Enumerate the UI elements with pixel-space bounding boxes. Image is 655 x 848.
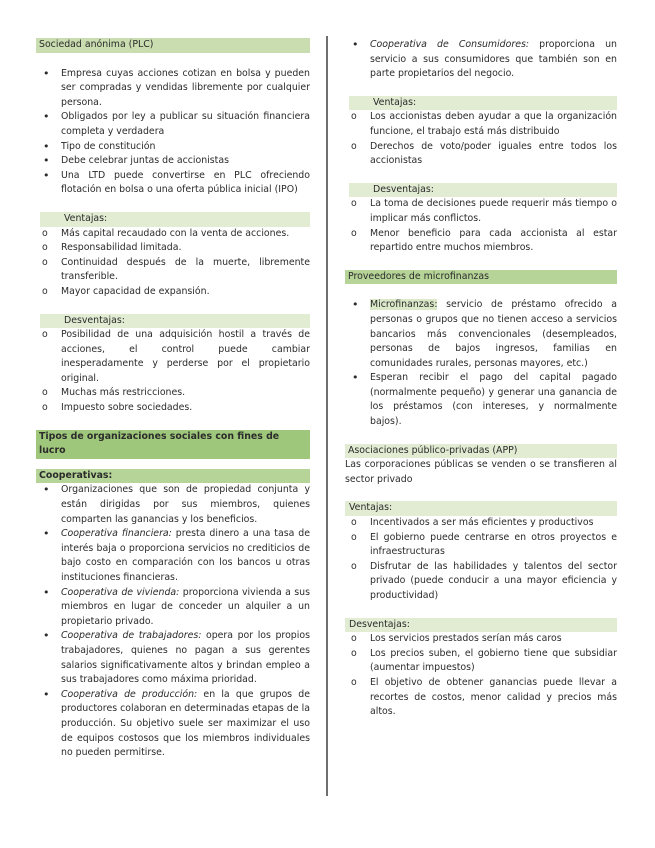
list-item: o Los servicios prestados serían más caros <box>345 632 617 647</box>
list-item: o El gobierno puede centrarse en otros proyectos e infraestructuras <box>345 531 617 560</box>
list-item: o Los accionistas deben ayudar a que la organización funcione, el trabajo está más distribuido <box>345 110 617 139</box>
plc-list <box>36 67 310 198</box>
consumer-coop-list <box>345 38 617 82</box>
right-column <box>345 38 617 720</box>
cooperativas-heading: Cooperativas: <box>36 469 310 484</box>
left-column <box>36 38 310 761</box>
social-org-heading: Tipos de organizaciones sociales con fines de lucro <box>36 430 310 459</box>
list-item: o Derechos de voto/poder iguales entre todos los accionistas <box>345 140 617 169</box>
term: Cooperativa de Consumidores: <box>370 39 530 50</box>
coop-ventajas-list <box>345 110 617 168</box>
term: Cooperativa de producción: <box>61 688 198 700</box>
app-description: Las corporaciones públicas se venden o se transfieren al sector privado <box>345 459 617 485</box>
list-item: o Impuesto sobre sociedades. <box>36 401 310 416</box>
list-item: • Cooperativa de producción: en la que grupos de productores colaboran en determinadas etapas de la producción. Su objetivo suele ser maximizar el uso de equipos costosos que los miembros individuales no pueden permitirse. <box>36 688 310 761</box>
term: Cooperativa financiera: <box>61 528 172 540</box>
cooperativas-list <box>36 483 310 760</box>
list-item: • Empresa cuyas acciones cotizan en bolsa y pueden ser compradas y vendidas libremente por cualquier persona. <box>36 67 310 111</box>
app-heading: Asociaciones público-privadas (APP) <box>345 444 617 459</box>
coop-ventajas-heading: Ventajas: <box>349 96 617 111</box>
list-item: o Los precios suben, el gobierno tiene que subsidiar (aumentar impuestos) <box>345 647 617 676</box>
list-item: • Organizaciones que son de propiedad conjunta y están dirigidas por sus miembros, quienes comparten las ganancias y los beneficios. <box>36 483 310 527</box>
plc-desventajas-heading: Desventajas: <box>40 314 310 329</box>
list-item: o La toma de decisiones puede requerir más tiempo o implicar más conflictos. <box>345 197 617 226</box>
coop-desventajas-heading: Desventajas: <box>349 183 617 198</box>
list-item: o Posibilidad de una adquisición hostil a través de acciones, el control puede cambiar inesperadamente y perderse por el propietario original. <box>36 328 310 386</box>
list-item: • Cooperativa de Consumidores: proporciona un servicio a sus consumidores que también son en parte propietarios del negocio. <box>345 38 617 82</box>
list-item: • Esperan recibir el pago del capital pagado (normalmente pequeño) y generar una ganancia de los préstamos (con intereses, y normalmente bajos). <box>345 371 617 429</box>
list-item: o Más capital recaudado con la venta de acciones. <box>36 227 310 242</box>
app-desventajas-heading: Desventajas: <box>345 618 617 633</box>
column-divider <box>326 36 328 796</box>
list-item: • Debe celebrar juntas de accionistas <box>36 154 310 169</box>
list-item: o Muchas más restricciones. <box>36 386 310 401</box>
microfinance-heading: Proveedores de microfinanzas <box>345 270 617 285</box>
list-item: o Continuidad después de la muerte, libremente transferible. <box>36 256 310 285</box>
plc-ventajas-list <box>36 227 310 300</box>
list-item: • Microfinanzas: servicio de préstamo ofrecido a personas o grupos que no tienen acceso a servicios bancarios más convencionales (desempleados, personas de bajos ingresos, familias en comunidades rurales, personas mayores, etc.) <box>345 298 617 371</box>
plc-desventajas-list <box>36 328 310 416</box>
app-desventajas-list <box>345 632 617 720</box>
list-item: • Cooperativa de trabajadores: opera por los propios trabajadores, quienes no pagan a sus gerentes salarios significativamente altos y brindan empleo a sus trabajadores como máxima prioridad. <box>36 629 310 687</box>
list-item: • Cooperativa financiera: presta dinero a una tasa de interés baja o proporciona servicios no crediticios de bajo costo en comparación con los bancos u otras instituciones financieras. <box>36 527 310 585</box>
list-item: • Tipo de constitución <box>36 140 310 155</box>
list-item: • Una LTD puede convertirse en PLC ofreciendo flotación en bolsa o una oferta pública inicial (IPO) <box>36 169 310 198</box>
term: Cooperativa de vivienda: <box>61 586 180 598</box>
list-item: o Disfrutar de las habilidades y talentos del sector privado (puede conducir a una mayor eficiencia y productividad) <box>345 560 617 604</box>
list-item: o Mayor capacidad de expansión. <box>36 285 310 300</box>
list-item: • Cooperativa de vivienda: proporciona vivienda a sus miembros en lugar de conceder un alquiler a un propietario privado. <box>36 586 310 630</box>
list-item: • Obligados por ley a publicar su situación financiera completa y verdadera <box>36 110 310 139</box>
term: Cooperativa de trabajadores: <box>61 630 202 642</box>
list-item: o Responsabilidad limitada. <box>36 241 310 256</box>
term: Microfinanzas: <box>370 299 438 311</box>
list-item: o Menor beneficio para cada accionista al estar repartido entre muchos miembros. <box>345 227 617 256</box>
coop-desventajas-list <box>345 197 617 255</box>
list-item: o Incentivados a ser más eficientes y productivos <box>345 516 617 531</box>
microfinance-list <box>345 298 617 429</box>
app-ventajas-list <box>345 516 617 604</box>
plc-ventajas-heading: Ventajas: <box>40 212 310 227</box>
plc-heading: Sociedad anónima (PLC) <box>36 38 310 53</box>
list-item: o El objetivo de obtener ganancias puede llevar a recortes de costos, menor calidad y precios más altos. <box>345 676 617 720</box>
app-ventajas-heading: Ventajas: <box>345 501 617 516</box>
